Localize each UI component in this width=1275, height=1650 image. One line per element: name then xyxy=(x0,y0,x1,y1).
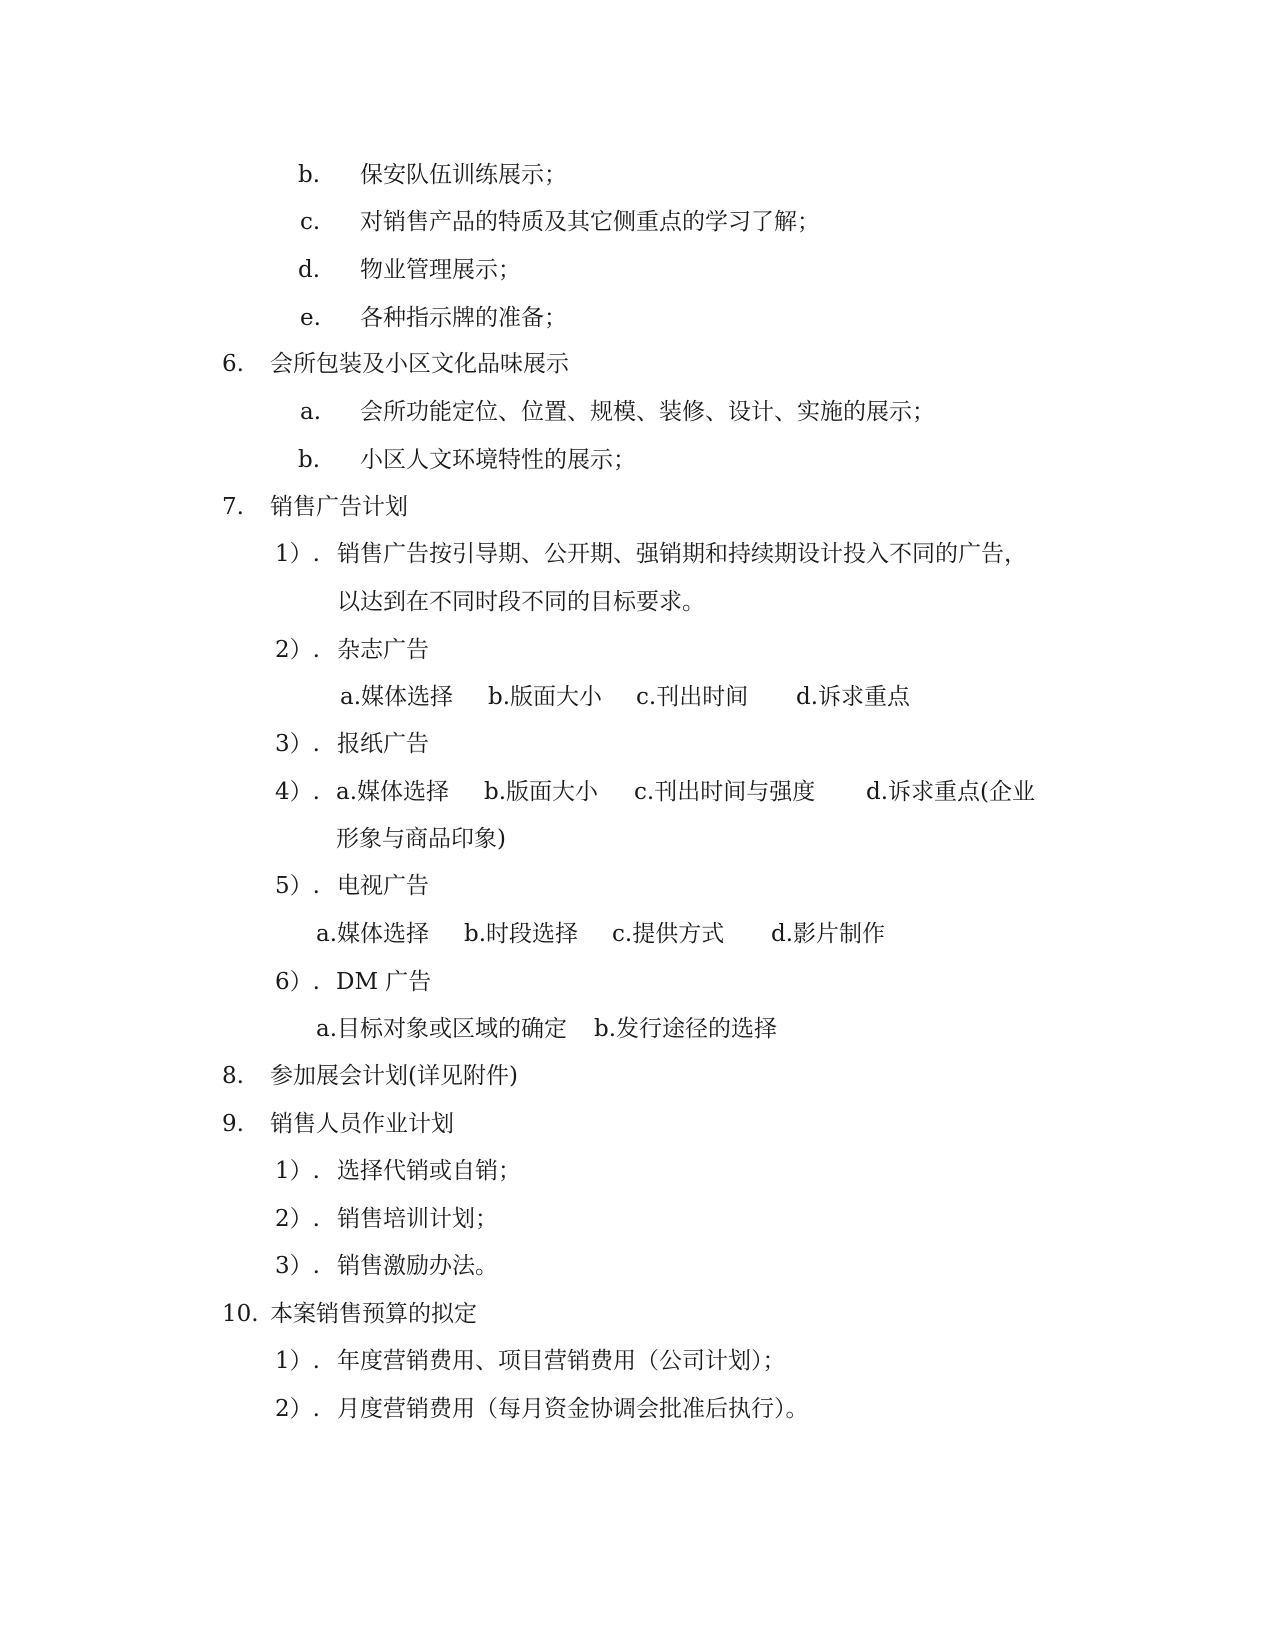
section-title: 参加展会计划(详见附件) xyxy=(270,1063,518,1089)
sub-option: b.发行途径的选择 xyxy=(594,1016,778,1042)
item-text: 以达到在不同时段不同的目标要求。 xyxy=(337,589,705,615)
item-marker: 1）. xyxy=(275,1348,320,1374)
section-number: 7. xyxy=(222,494,244,520)
sub-option: d.影片制作 xyxy=(771,921,886,947)
item-marker: c. xyxy=(300,209,321,235)
item-text: 物业管理展示； xyxy=(360,257,521,283)
item-marker: 2）. xyxy=(275,637,320,663)
item-marker: 3）. xyxy=(275,1253,320,1279)
item-text: 杂志广告 xyxy=(337,637,429,663)
section-title: 本案销售预算的拟定 xyxy=(270,1301,477,1327)
sub-option: a.目标对象或区域的确定 xyxy=(316,1016,568,1042)
item-text: 保安队伍训练展示； xyxy=(360,162,567,188)
item-marker: 2）. xyxy=(275,1206,320,1232)
section-number: 8. xyxy=(222,1063,244,1089)
item-text: 电视广告 xyxy=(337,873,429,899)
sub-option: a.媒体选择 xyxy=(340,684,454,710)
item-text: DM 广告 xyxy=(336,969,432,995)
item-marker: b. xyxy=(298,162,321,188)
section-title: 销售广告计划 xyxy=(270,494,408,520)
item-marker: 6）. xyxy=(275,969,320,995)
sub-option: c.刊出时间 xyxy=(636,684,749,710)
item-text: 会所功能定位、位置、规模、装修、设计、实施的展示； xyxy=(360,399,935,425)
item-text: 销售激励办法。 xyxy=(337,1253,498,1279)
item-text: 月度营销费用（每月资金协调会批准后执行）。 xyxy=(337,1396,809,1422)
sub-option: d.诉求重点(企业 xyxy=(866,779,1036,805)
item-text: 形象与商品印象) xyxy=(336,826,506,852)
item-marker: d. xyxy=(298,257,321,283)
item-text: 销售广告按引导期、公开期、强销期和持续期设计投入不同的广告， xyxy=(337,541,1027,567)
item-text: 年度营销费用、项目营销费用（公司计划）； xyxy=(337,1348,786,1374)
item-marker: 3）. xyxy=(275,731,320,757)
item-marker: 1）. xyxy=(275,1158,320,1184)
sub-option: a.媒体选择 xyxy=(316,921,430,947)
section-title: 销售人员作业计划 xyxy=(270,1111,454,1137)
item-text: 销售培训计划； xyxy=(337,1206,498,1232)
item-marker: 2）. xyxy=(275,1396,320,1422)
sub-option: d.诉求重点 xyxy=(796,684,911,710)
item-marker: 1）. xyxy=(275,541,320,567)
section-number: 6. xyxy=(222,351,244,377)
item-marker: 4）. xyxy=(275,779,320,805)
section-number: 9. xyxy=(222,1111,244,1137)
sub-option: a.媒体选择 xyxy=(336,779,450,805)
section-number: 10. xyxy=(222,1301,259,1327)
item-marker: a. xyxy=(300,399,322,425)
item-text: 报纸广告 xyxy=(337,731,429,757)
item-text: 小区人文环境特性的展示； xyxy=(360,447,636,473)
item-text: 对销售产品的特质及其它侧重点的学习了解； xyxy=(360,209,820,235)
item-marker: e. xyxy=(300,305,321,331)
item-marker: b. xyxy=(298,447,321,473)
sub-option: c.刊出时间与强度 xyxy=(634,779,816,805)
item-marker: 5）. xyxy=(275,873,320,899)
item-text: 选择代销或自销； xyxy=(337,1158,521,1184)
sub-option: b.版面大小 xyxy=(484,779,599,805)
sub-option: b.时段选择 xyxy=(464,921,579,947)
sub-option: c.提供方式 xyxy=(612,921,725,947)
item-text: 各种指示牌的准备； xyxy=(360,305,567,331)
section-title: 会所包装及小区文化品味展示 xyxy=(270,351,569,377)
sub-option: b.版面大小 xyxy=(488,684,603,710)
